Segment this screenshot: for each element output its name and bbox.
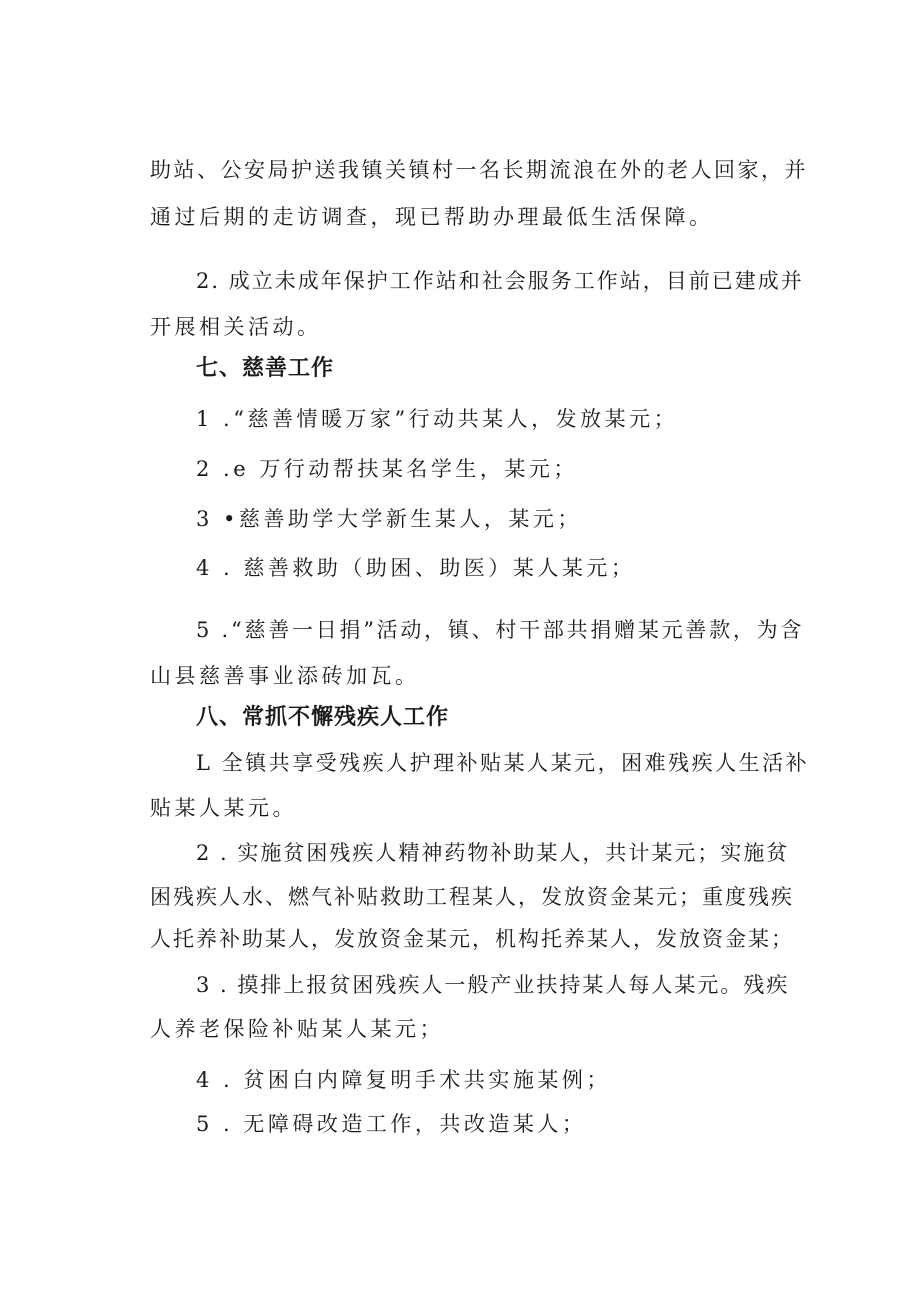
- list-item: 4 . 慈善救助（助困、助医）某人某元；: [196, 556, 636, 580]
- paragraph-line: 2. 成立未成年保护工作站和社会服务工作站，目前已建成并: [196, 269, 804, 293]
- paragraph-line: 助站、公安局护送我镇关镇村一名长期流浪在外的老人回家，并: [150, 158, 808, 182]
- list-item: 5 . 无障碍改造工作，共改造某人；: [196, 1112, 587, 1136]
- paragraph-line: 开展相关活动。: [150, 315, 322, 339]
- list-item: L 全镇共享受残疾人护理补贴某人某元，困难残疾人生活补: [196, 751, 810, 775]
- list-item: 3 •慈善助学大学新生某人，某元；: [196, 507, 582, 531]
- paragraph-line: 通过后期的走访调查，现已帮助办理最低生活保障。: [150, 205, 714, 229]
- paragraph-line: 人养老保险补贴某人某元；: [150, 1017, 444, 1041]
- list-item: 2 . 实施贫困残疾人精神药物补助某人，共计某元；实施贫: [196, 841, 790, 865]
- paragraph-line: 山县慈善事业添砖加瓦。: [150, 664, 420, 688]
- list-item: 3 . 摸排上报贫困残疾人一般产业扶持某人每人某元。残疾: [196, 973, 790, 997]
- list-item: 5 .“慈善一日捐”活动，镇、村干部共捐赠某元善款，为含: [196, 618, 805, 642]
- section-heading: 八、常抓不懈残疾人工作: [196, 705, 450, 730]
- list-item: 1 .“慈善情暖万家”行动共某人，发放某元；: [196, 407, 679, 431]
- list-item: 4 . 贫困白内障复明手术共实施某例；: [196, 1068, 611, 1092]
- paragraph-line: 困残疾人水、燃气补贴救助工程某人，发放资金某元；重度残疾: [150, 885, 794, 909]
- list-item: 2 .e 万行动帮扶某名学生，某元；: [196, 457, 578, 481]
- paragraph-line: 贴某人某元。: [150, 796, 297, 820]
- paragraph-line: 人托养补助某人，发放资金某元，机构托养某人，发放资金某；: [150, 927, 794, 951]
- section-heading: 七、慈善工作: [196, 356, 335, 381]
